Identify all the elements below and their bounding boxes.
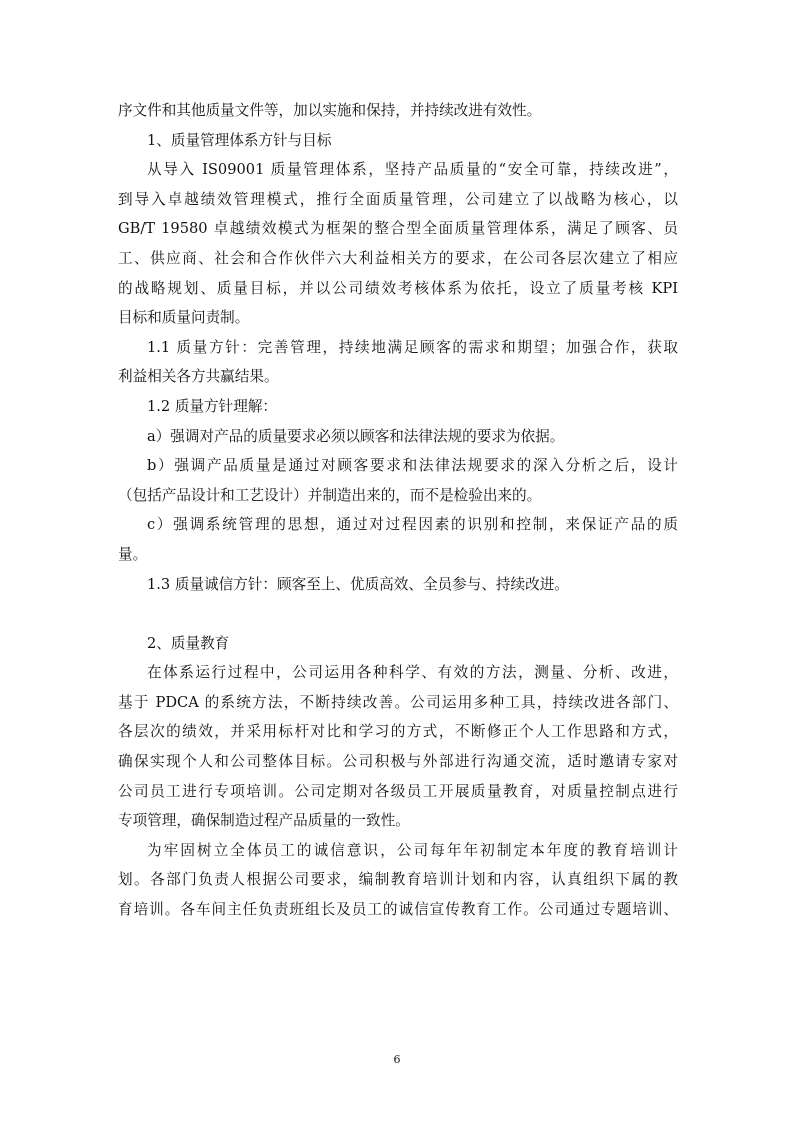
text-line: 在体系运行过程中，公司运用各种科学、有效的方法，测量、分析、改进， bbox=[147, 664, 678, 682]
text-line: 为牢固树立全体员工的诚信意识，公司每年年初制定本年度的教育培训计 bbox=[147, 841, 678, 859]
text-line: 量。 bbox=[118, 545, 148, 563]
text-line: （包括产品设计和工艺设计）并制造出来的，而不是检验出来的。 bbox=[118, 486, 542, 504]
text-line: 的战略规划、质量目标，并以公司绩效考核体系为依托，设立了质量考核 KPI bbox=[118, 279, 678, 297]
page-number: 6 bbox=[393, 1053, 401, 1066]
blank-line bbox=[118, 599, 678, 629]
list-item: c）强调系统管理的思想，通过对过程因素的识别和控制，来保证产品的质 bbox=[147, 516, 678, 534]
list-item: a）强调对产品的质量要求必须以顾客和法律法规的要求为依据。 bbox=[147, 427, 565, 445]
text-line: 从导入 IS09001 质量管理体系，坚持产品质量的“安全可靠，持续改进”， bbox=[147, 161, 678, 179]
text-line: 序文件和其他质量文件等，加以实施和保持，并持续改进有效性。 bbox=[118, 102, 542, 119]
text-line: 1.2 质量方针理解： bbox=[147, 397, 278, 415]
text-line: 基于 PDCA 的系统方法，不断持续改善。公司运用多种工具，持续改进各部门、 bbox=[118, 693, 678, 711]
section-heading: 2、质量教育 bbox=[147, 634, 230, 652]
text-line: 划。各部门负责人根据公司要求，编制教育培训计划和内容，认真组织下属的教 bbox=[118, 871, 678, 889]
text-line: GB/T 19580 卓越绩效模式为框架的整合型全面质量管理体系，满足了顾客、员 bbox=[118, 220, 678, 238]
list-item: b）强调产品质量是通过对顾客要求和法律法规要求的深入分析之后，设计 bbox=[147, 457, 678, 475]
text-line: 确保实现个人和公司整体目标。公司积极与外部进行沟通交流，适时邀请专家对 bbox=[118, 753, 678, 771]
text-line: 目标和质量问责制。 bbox=[118, 309, 250, 327]
body-text bbox=[118, 96, 678, 925]
text-line: 到导入卓越绩效管理模式，推行全面质量管理，公司建立了以战略为核心，以 bbox=[118, 190, 678, 208]
text-line: 各层次的绩效，并采用标杆对比和学习的方式，不断修正个人工作思路和方式， bbox=[118, 723, 678, 741]
text-line: 工、供应商、社会和合作伙伴六大利益相关方的要求，在公司各层次建立了相应 bbox=[118, 249, 678, 267]
text-line: 利益相关各方共赢结果。 bbox=[118, 368, 279, 386]
text-line: 公司员工进行专项培训。公司定期对各级员工开展质量教育，对质量控制点进行 bbox=[118, 782, 678, 800]
text-line: 1.3 质量诚信方针：顾客至上、优质高效、全员参与、持续改进。 bbox=[147, 575, 569, 593]
text-line: 1.1 质量方针：完善管理，持续地满足顾客的需求和期望；加强合作，获取 bbox=[147, 338, 678, 356]
text-line: 育培训。各车间主任负责班组长及员工的诚信宣传教育工作。公司通过专题培训、 bbox=[118, 901, 678, 919]
text-line: 专项管理，确保制造过程产品质量的一致性。 bbox=[118, 812, 410, 830]
section-heading: 1、质量管理体系方针与目标 bbox=[147, 131, 332, 149]
